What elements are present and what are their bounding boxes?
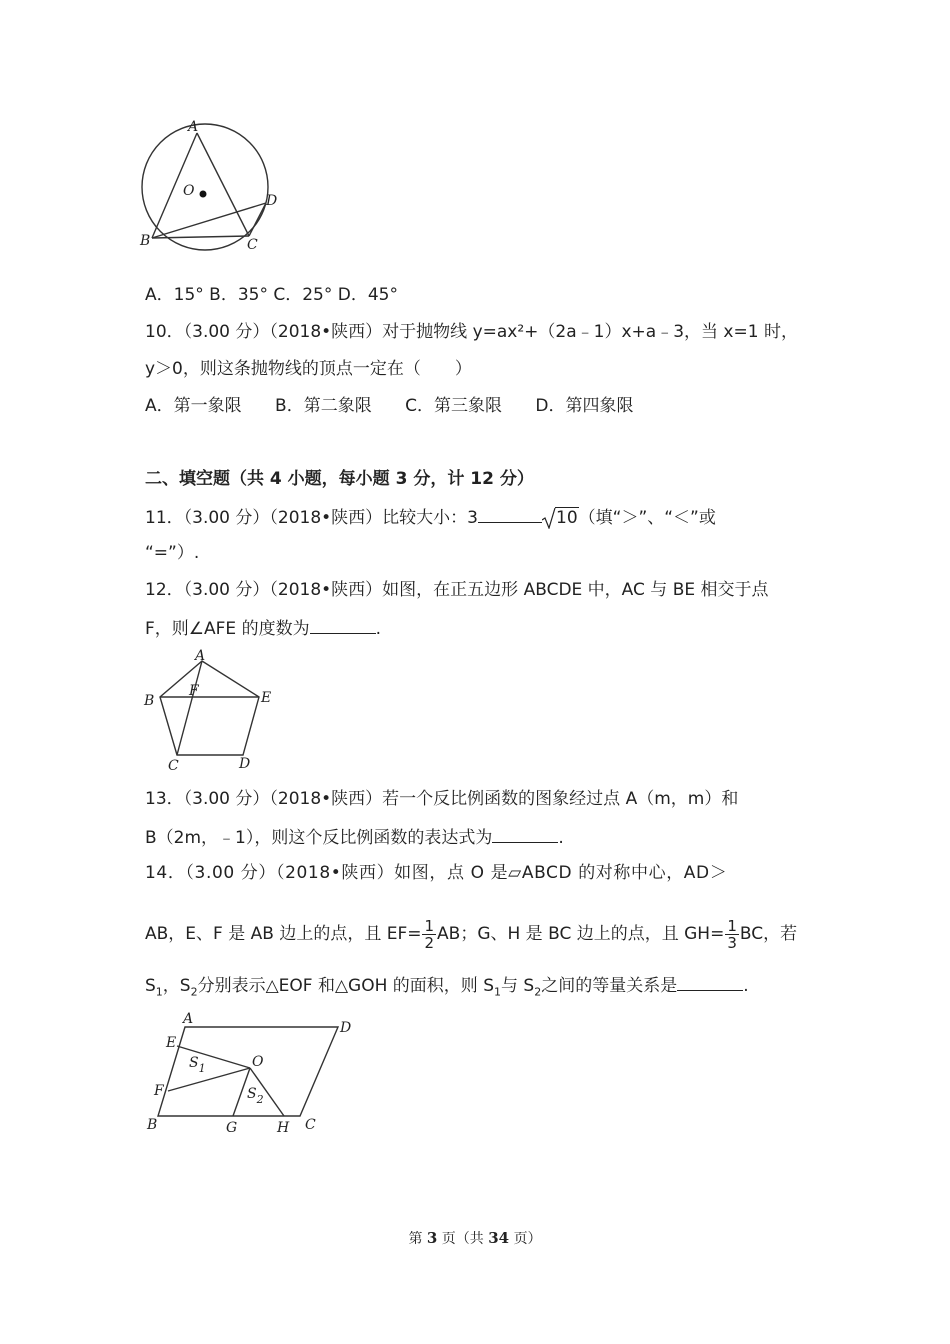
fraction-numerator: 1: [424, 916, 435, 935]
q11-prefix: 11．（3.00 分）（2018•陕西）比较大小：3: [145, 508, 478, 528]
q10-option-b: B．第二象限: [275, 396, 372, 416]
q14-line2-b: AB；G、H 是 BC 边上的点，且 GH=: [437, 924, 725, 944]
q14-answer-blank: [677, 972, 743, 991]
segment-eo: [177, 1046, 250, 1068]
radical-sign-icon: [542, 507, 556, 529]
s2-subscript: 2: [190, 985, 198, 999]
q14-line3-d: 之间的等量关系是: [541, 976, 678, 996]
label-a: A: [188, 119, 199, 135]
fraction-numerator: 1: [727, 916, 737, 935]
label-a: A: [195, 648, 206, 664]
label-b: B: [140, 233, 151, 249]
circle-o: [142, 124, 268, 250]
q14-line2: [145, 912, 797, 956]
q12-line2-prefix: F，则∠AFE 的度数为: [145, 619, 310, 639]
q11-answer-blank: [478, 504, 542, 523]
q11-suffix: （填“＞”、“＜”或: [578, 508, 716, 528]
label-c: C: [305, 1117, 316, 1133]
q10-options: [145, 394, 662, 418]
q13-line2-suffix: .: [558, 828, 564, 848]
footer-post: 页）: [513, 1231, 542, 1247]
q12-answer-blank: [310, 615, 376, 634]
label-d: D: [239, 756, 251, 772]
pentagon-abcde: [160, 661, 259, 755]
label-e: E: [261, 690, 272, 706]
q13-line2-prefix: B（2m，﹣1），则这个反比例函数的表达式为: [145, 828, 493, 848]
q11-line2: “=”）.: [145, 543, 200, 563]
q14-line3-a: ，: [162, 976, 180, 996]
s1-symbol: S: [483, 976, 494, 996]
fraction-denominator: 3: [727, 933, 737, 952]
segment-ac: [197, 133, 249, 236]
center-point: [200, 191, 207, 198]
label-c: C: [247, 237, 258, 253]
q11-line1: [145, 504, 716, 530]
q13-line2: [145, 824, 564, 850]
q12-line2: [145, 615, 381, 641]
q10-line1: 10．（3.00 分）（2018•陕西）对于抛物线 y=ax²+（2a﹣1）x+a﹣3，当 x=1 时，: [145, 322, 798, 342]
q12-line2-suffix: .: [375, 619, 381, 639]
q14-line1: 14．（3.00 分）（2018•陕西）如图，点 O 是▱ABCD 的对称中心，AD＞: [145, 863, 728, 883]
label-o: O: [252, 1054, 264, 1070]
q14-line2-c: BC，若: [739, 924, 798, 944]
parallelogram-abcd: [158, 1027, 338, 1116]
label-c: C: [168, 758, 179, 774]
q11-radicand: 10: [556, 508, 578, 528]
s-letter: S: [189, 1055, 199, 1071]
label-o: O: [183, 183, 195, 199]
footer-mid: 页（共: [441, 1231, 484, 1247]
label-d: D: [340, 1020, 352, 1036]
s2-symbol: S: [523, 976, 535, 996]
label-g: G: [226, 1120, 238, 1136]
q10-option-a: A．第一象限: [145, 396, 242, 416]
q14-line3-c: 与: [501, 976, 524, 996]
s2-index: 2: [256, 1093, 264, 1106]
label-s2: [247, 1086, 264, 1106]
q13-line1: 13．（3.00 分）（2018•陕西）若一个反比例函数的图象经过点 A（m，m）和: [145, 789, 739, 809]
s-letter: S: [247, 1086, 257, 1102]
footer-total-pages: 34: [488, 1229, 510, 1247]
q10-option-d: D．第四象限: [535, 396, 634, 416]
footer-pre: 第: [408, 1231, 423, 1247]
q14-fraction-half: [422, 918, 436, 951]
segment-ac: [177, 661, 202, 755]
q12-pentagon-figure: [140, 645, 290, 775]
label-b: B: [147, 1117, 158, 1133]
q14-fraction-third: [725, 918, 739, 951]
q13-answer-blank: [492, 824, 558, 843]
fraction-denominator: 2: [424, 933, 435, 952]
label-s1: [189, 1055, 206, 1075]
q11-radical: [542, 506, 579, 530]
segment-fo: [168, 1068, 250, 1091]
footer-page-number: 3: [426, 1229, 438, 1247]
q14-line3-e: .: [743, 976, 749, 996]
q9-circle-figure: [135, 115, 285, 255]
s1-symbol: S: [145, 976, 156, 996]
q9-options: A．15° B．35° C．25° D．45°: [145, 285, 398, 305]
s1-subscript: 1: [155, 985, 163, 999]
label-e: E: [166, 1035, 177, 1051]
page-footer: [0, 1226, 950, 1251]
q14-line2-a: AB，E、F 是 AB 边上的点，且 EF=: [145, 924, 422, 944]
s2-symbol: S: [179, 976, 191, 996]
s1-subscript: 1: [494, 985, 501, 999]
label-b: B: [144, 693, 155, 709]
q14-line3: [145, 972, 749, 1004]
q12-line1: 12．（3.00 分）（2018•陕西）如图，在正五边形 ABCDE 中，AC 与 BE 相交于点: [145, 580, 769, 600]
label-d: D: [266, 193, 278, 209]
label-h: H: [277, 1120, 290, 1136]
s2-subscript: 2: [534, 985, 542, 999]
label-f: F: [189, 683, 199, 699]
q10-line2: y＞0，则这条抛物线的顶点一定在（ ）: [145, 359, 472, 379]
section-2-title: 二、填空题（共 4 小题，每小题 3 分，计 12 分）: [145, 469, 534, 489]
q14-parallelogram-figure: [140, 1005, 370, 1140]
s1-index: 1: [198, 1062, 206, 1075]
label-f: F: [154, 1083, 164, 1099]
label-a: A: [183, 1011, 194, 1027]
q10-option-c: C．第三象限: [405, 396, 502, 416]
q14-line3-b: 分别表示△EOF 和△GOH 的面积，则: [197, 976, 484, 996]
